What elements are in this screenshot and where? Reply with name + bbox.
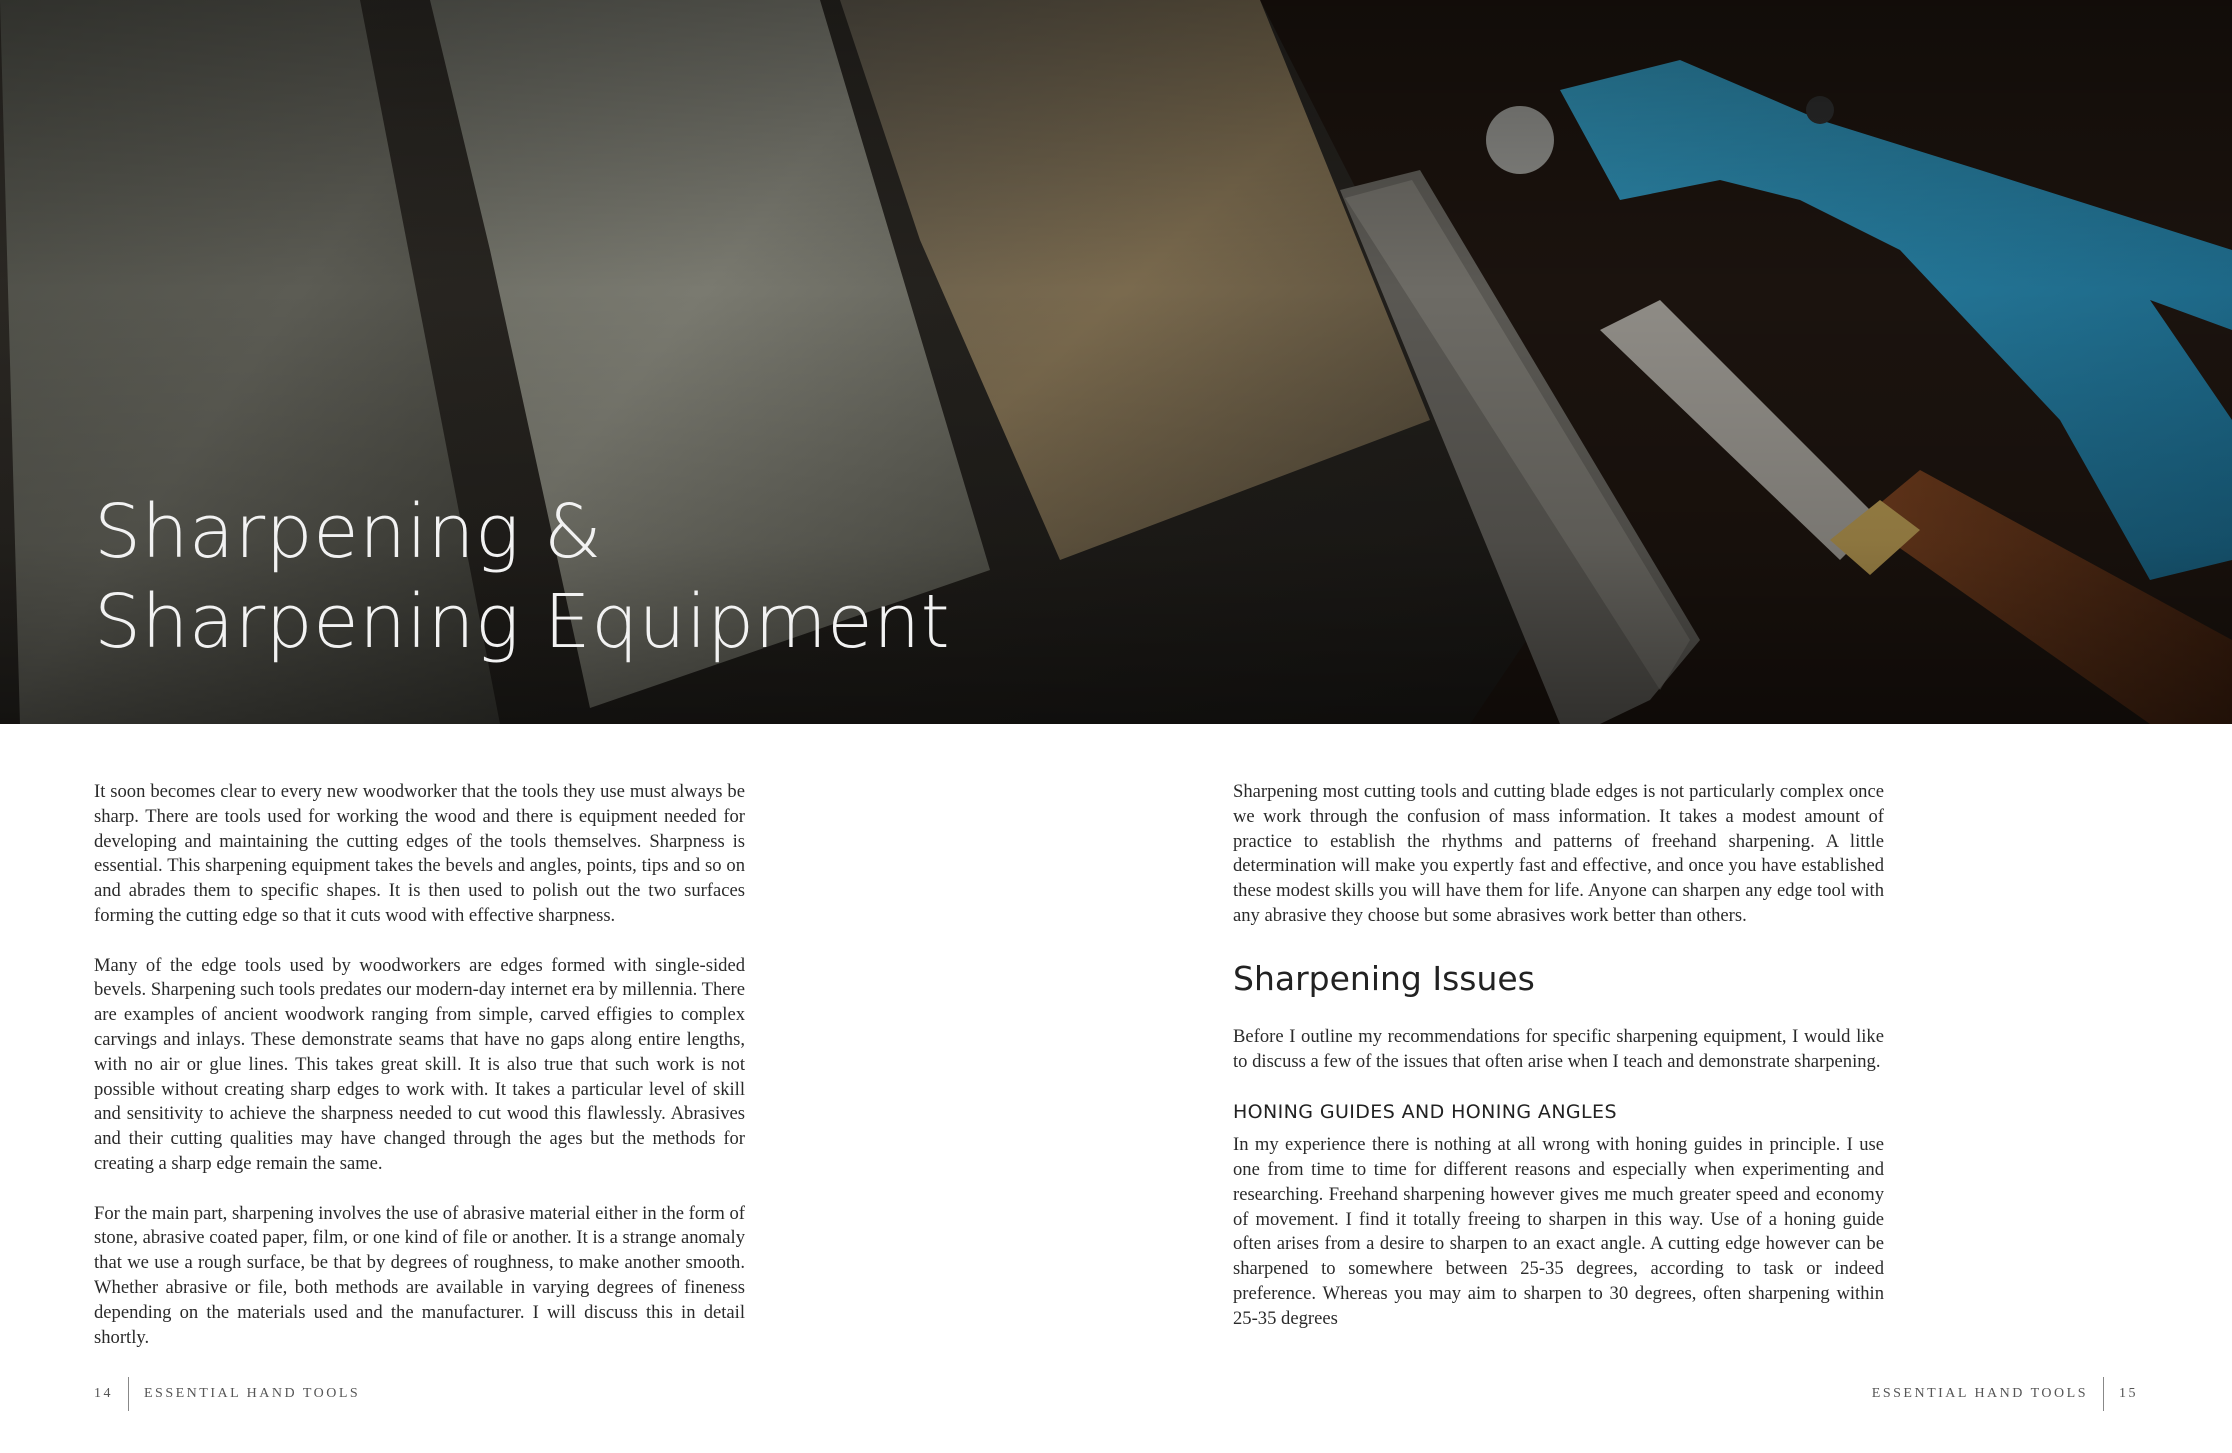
right-page-body	[1233, 780, 1884, 1332]
subsection-paragraph: In my experience there is nothing at all wrong with honing guides in principle. I use one from time to time for different reasons and especially when experimenting and researching. Freehand sharpening however gives me much greater speed and economy of movement. I find it totally freeing to sharpen in this way. Use of a honing guide often arises from a desire to sharpen to an exact angle. A cutting edge however can be sharpened to somewhere between 25-35 degrees, according to task or indeed preference. Whereas you may aim to sharpen to 30 degrees, often sharpening within 25-35 degrees	[1233, 1134, 1884, 1329]
chapter-title-line-2: Sharpening Equipment	[94, 579, 951, 665]
section-intro-paragraph: Before I outline my recommendations for specific sharpening equipment, I would like to discuss a few of the issues that often arise when I teach and demonstrate sharpening.	[1233, 1025, 1884, 1072]
body-paragraph: For the main part, sharpening involves the use of abrasive material either in the form of stone, abrasive coated paper, film, or one kind of file or another. It is a strange anomaly that we use a rough surface, be that by degrees of roughness, to make another smooth. Whether abrasive or file, both methods are available in varying degrees of fineness depending on the materials used and the manufacturer. I will discuss this in detail shortly.	[94, 1202, 745, 1348]
page-number: 14	[94, 1386, 113, 1401]
chapter-title-line-1: Sharpening &	[94, 489, 603, 575]
subsection-heading: HONING GUIDES AND HONING ANGLES	[1233, 1101, 1617, 1124]
hero-photo	[0, 0, 2232, 724]
footer-divider	[2103, 1377, 2104, 1411]
footer-divider	[128, 1377, 129, 1411]
right-page-footer	[1872, 1377, 2138, 1411]
chapter-title	[94, 487, 950, 667]
section-heading: Sharpening Issues	[1233, 958, 1535, 998]
left-page-body	[94, 780, 745, 1350]
left-page-footer	[94, 1377, 360, 1411]
running-title: ESSENTIAL HAND TOOLS	[144, 1386, 361, 1401]
running-title: ESSENTIAL HAND TOOLS	[1871, 1386, 2088, 1401]
intro-paragraph: Sharpening most cutting tools and cutting blade edges is not particularly complex once we work through the confusion of mass information. It takes a modest amount of practice to establish the rhythms and patterns of freehand sharpening. A little determination will make you expertly fast and effective, and once you have established these modest skills you will have them for life. Anyone can sharpen any edge tool with any abrasive they choose but some abrasives work better than others.	[1233, 781, 1884, 926]
page-number: 15	[2119, 1386, 2138, 1401]
body-paragraph: Many of the edge tools used by woodworkers are edges formed with single-sided bevels. Sharpening such tools predates our modern-day internet era by millennia. There are examples of ancient woodwork ranging from simple, carved effigies to complex carvings and inlays. These demonstrate seams that have no gaps along entire lengths, with no air or glue lines. This takes great skill. It is also true that such work is not possible without creating sharp edges to work with. It takes a particular level of skill and sensitivity to achieve the sharpness needed to cut wood this flawlessly. Abrasives and their cutting qualities may have changed through the ages but the methods for creating a sharp edge remain the same.	[94, 954, 745, 1174]
body-paragraph: It soon becomes clear to every new woodworker that the tools they use must always be sharp. There are tools used for working the wood and there is equipment needed for developing and maintaining the cutting edges of the tools themselves. Sharpness is essential. This sharpening equipment takes the bevels and angles, points, tips and so on and abrades them to specific shapes. It is then used to polish out the two surfaces forming the cutting edge so that it cuts wood with effective sharpness.	[94, 781, 745, 926]
